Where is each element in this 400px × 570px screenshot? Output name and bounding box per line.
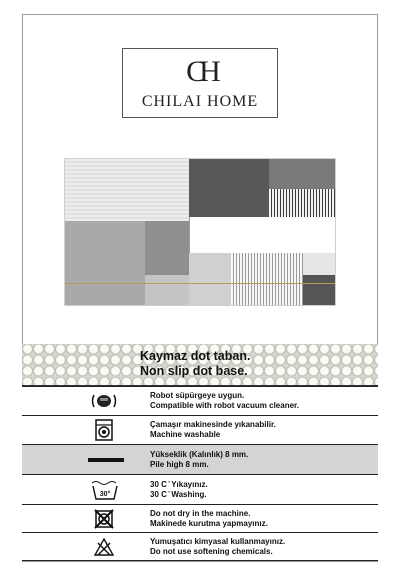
no-chemicals-icon bbox=[90, 535, 118, 559]
pile-height-icon bbox=[88, 448, 124, 472]
care-text-2: Machine washable bbox=[150, 430, 221, 439]
brand-logo bbox=[122, 48, 278, 118]
care-label-table bbox=[22, 344, 378, 561]
rug-image bbox=[64, 158, 336, 306]
care-row-no-chemicals bbox=[22, 532, 378, 561]
care-text-2: Compatible with robot vacuum cleaner. bbox=[150, 401, 299, 410]
care-text-1: 30 C ̊ Yıkayınız. bbox=[150, 479, 208, 489]
non-slip-banner bbox=[22, 344, 378, 386]
care-row-machine-wash bbox=[22, 415, 378, 444]
care-text-1: Yumuşatıcı kimyasal kullanmayınız. bbox=[150, 536, 286, 546]
care-text-2: Pile high 8 mm. bbox=[150, 459, 209, 469]
robot-vacuum-icon bbox=[90, 389, 118, 413]
care-text-2: Makinede kurutma yapmayınız. bbox=[150, 518, 268, 528]
no-tumble-dry-icon bbox=[90, 507, 118, 531]
care-text-2: Do not use softening chemicals. bbox=[150, 546, 273, 556]
wash-temperature: 30° bbox=[99, 490, 111, 498]
care-text-1: Çamaşır makinesinde yıkanabilir. bbox=[150, 420, 276, 429]
washing-machine-icon bbox=[90, 418, 118, 442]
care-text-1: Do not dry in the machine. bbox=[150, 508, 251, 518]
care-row-robot bbox=[22, 386, 378, 415]
wash-30-icon bbox=[90, 478, 120, 502]
logo-monogram: CH bbox=[186, 55, 214, 88]
brand-name: CHILAI HOME bbox=[141, 93, 259, 110]
banner-line-2: Non slip dot base. bbox=[140, 364, 248, 378]
banner-line-1: Kaymaz dot taban. bbox=[140, 349, 251, 363]
care-row-no-dry bbox=[22, 504, 378, 532]
care-row-pile-height bbox=[22, 444, 378, 474]
care-row-wash-30 bbox=[22, 474, 378, 504]
care-text-1: Robot süpürgeye uygun. bbox=[150, 391, 245, 400]
care-text-2: 30 C ̊ Washing. bbox=[150, 489, 207, 499]
care-text-1: Yükseklik (Kalınlık) 8 mm. bbox=[150, 449, 249, 459]
